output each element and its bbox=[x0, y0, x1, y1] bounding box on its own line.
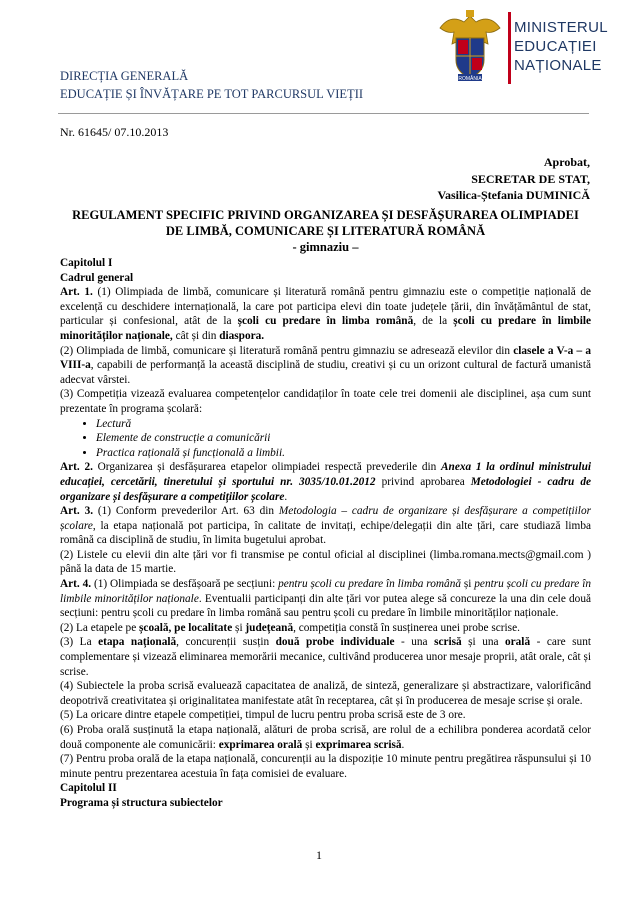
text-run: cât și din bbox=[172, 329, 220, 342]
text-run: Metodologia – cadru de organizare și desfășurare a competițiilor școlare bbox=[60, 505, 591, 532]
text-run: , de la bbox=[413, 315, 454, 328]
text-run: scrisă bbox=[434, 636, 462, 649]
text-run: exprimarea scrisă bbox=[315, 738, 402, 751]
chapter-1-heading: Capitolul I bbox=[60, 257, 113, 269]
text-run: . Eventualii participanți din alte țări vor putea alege să concureze la una din cele două secțiuni: pentru școli cu predare în limba română sau pentru școli cu predare în limbile minorităților naționale. bbox=[60, 592, 591, 620]
chapter-2-title: Programa și structura subiectelor bbox=[60, 796, 223, 809]
art4-paragraph-4: (4) Subiectele la proba scrisă evaluează capacitatea de analiză, de sinteză, generalizare și abstractizare, valorificând deopotrivă creativitatea și originalitatea manifestate atât în receptarea, cât și în producerea de mesaje scrise și orale. bbox=[60, 680, 591, 707]
page-number: 1 bbox=[316, 848, 322, 862]
text-run: clasele a V-a – a VIII-a bbox=[60, 344, 591, 372]
directorate-line-2: EDUCAȚIE ȘI ÎNVĂȚARE PE TOT PARCURSUL VIEȚII bbox=[60, 87, 364, 101]
approval-line-3: Vasilica-Ștefania DUMINICĂ bbox=[437, 188, 590, 202]
text-run: , capabili de performanță la această disciplină de studiu, creativi și cu un orizont cultural de factură umanistă adecvat vârstei. bbox=[60, 359, 591, 386]
text-run: două probe individuale bbox=[275, 636, 395, 649]
header-divider bbox=[58, 113, 589, 114]
art4-paragraph-2 bbox=[60, 621, 591, 636]
art4-label: Art. 4. bbox=[60, 578, 92, 591]
text-run: școli cu predare în limbile minorităților naționale, bbox=[60, 315, 591, 342]
text-run: pentru școli cu predare în limbile minorităților naționale bbox=[60, 578, 591, 605]
text-run: , competiția constă în susținerea unei probe scrise. bbox=[293, 621, 520, 634]
text-run: (2) La etapele pe bbox=[60, 621, 140, 634]
text-run: județeană bbox=[245, 621, 294, 634]
text-run: . bbox=[401, 738, 405, 751]
domain-list bbox=[60, 417, 591, 461]
text-run: și bbox=[461, 578, 475, 591]
art1-label: Art. 1. bbox=[60, 286, 93, 299]
title-line-3: - gimnaziu – bbox=[292, 240, 359, 254]
list-item: • Lectură bbox=[96, 417, 591, 432]
document-title bbox=[60, 207, 591, 255]
list-item: • Practica rațională și funcțională a limbii. bbox=[96, 446, 591, 461]
text-run: Anexa 1 la ordinul ministrului educației, cercetării, tineretului și sportului nr. 3035/10.01.2012 bbox=[60, 461, 591, 488]
text-run: (1) Olimpiada de limbă, comunicare și literatură română pentru gimnaziu este o competiție națională de excelență cu deschidere internațională, la care pot participa elevi din toate județele țării, din învățământul de stat, particular și confesional, atât de la bbox=[60, 286, 591, 328]
title-line-1: REGULAMENT SPECIFIC PRIVIND ORGANIZAREA ȘI DESFĂȘURAREA OLIMPIADEI bbox=[72, 208, 579, 222]
text-run: (6) Proba orală susținută la etapa națională, alături de proba scrisă, are rolul de a echilibra ponderea acordată celor două componente ale comunicării: bbox=[60, 724, 591, 751]
text-run: etapa națională bbox=[98, 636, 177, 649]
ministry-line-1: MINISTERUL bbox=[514, 19, 608, 36]
document-number: Nr. 61645/ 07.10.2013 bbox=[60, 125, 169, 139]
directorate-header bbox=[60, 67, 363, 103]
art1-paragraph-3: (3) Competiția vizează evaluarea competențelor candidaților în toate cele trei domenii ale disciplinei, așa cum sunt prezentate în programa școlară: bbox=[60, 388, 591, 415]
chapter-2-heading: Capitolul II bbox=[60, 782, 117, 795]
art1-paragraph-2 bbox=[60, 344, 591, 388]
text-run: Metodologiei - cadru de organizare și desfășurare a competițiilor școlare bbox=[60, 475, 591, 503]
ministry-line-3: NAȚIONALE bbox=[514, 57, 602, 74]
text-run: - una bbox=[394, 636, 435, 649]
ministry-line-2: EDUCAȚIEI bbox=[514, 38, 597, 55]
text-run: exprimarea orală bbox=[218, 738, 303, 751]
crest-banner-label: ROMÂNIA bbox=[458, 76, 482, 82]
directorate-line-1: DIRECȚIA GENERALĂ bbox=[60, 69, 189, 83]
text-run: orală bbox=[505, 636, 531, 649]
header-accent-bar bbox=[508, 12, 511, 84]
art4-paragraph-7: (7) Pentru proba orală de la etapa națională, concurenții au la dispoziție 10 minute pentru pregătirea răspunsului și 10 minute pentru prezentarea acestuia în fața comisiei de evaluare. bbox=[60, 753, 591, 780]
title-line-2: DE LIMBĂ, COMUNICARE ȘI LITERATURĂ ROMÂNĂ bbox=[165, 224, 486, 238]
text-run: (1) Olimpiada se desfășoară pe secțiuni: bbox=[91, 578, 279, 591]
text-run: diaspora. bbox=[219, 329, 265, 342]
art4-paragraph-6 bbox=[60, 723, 591, 752]
approval-line-2: SECRETAR DE STAT, bbox=[471, 171, 590, 186]
art3-paragraph-1 bbox=[60, 504, 591, 548]
art3-paragraph-2: (2) Listele cu elevii din alte țări vor fi transmise pe contul oficial al disciplinei (limba.romana.mects@gmail.com ) până la data de 15 martie. bbox=[60, 548, 591, 576]
chapter-1-title: Cadrul general bbox=[60, 271, 134, 284]
regulation-body bbox=[60, 256, 591, 811]
text-run: școală, pe localitate bbox=[139, 621, 233, 634]
art2-label: Art. 2. bbox=[60, 461, 93, 474]
text-run: școli cu predare în limba română bbox=[237, 315, 414, 328]
text-run: pentru școli cu predare în limba română bbox=[278, 578, 461, 591]
text-run: (1) Conform prevederilor Art. 63 din bbox=[93, 505, 279, 518]
art4-paragraph-3 bbox=[60, 635, 591, 679]
text-run: . bbox=[284, 490, 288, 503]
text-run: Organizarea și desfășurarea etapelor olimpiadei respectă prevederile din bbox=[92, 461, 442, 474]
ministry-name bbox=[514, 18, 608, 75]
art2-paragraph bbox=[60, 460, 591, 504]
art4-paragraph-1 bbox=[60, 577, 591, 621]
approval-block bbox=[437, 154, 590, 204]
list-item: • Elemente de construcție a comunicării bbox=[96, 431, 591, 446]
text-run: și bbox=[232, 621, 246, 634]
art1-paragraph-1 bbox=[60, 285, 591, 343]
text-run: - care sunt complementare și vizează eliminarea memorării mecanice, cultivând producerea unor mesaje proprii, atât orale, cât și scrise. bbox=[60, 636, 592, 678]
text-run: , concurenții susțin bbox=[176, 636, 276, 649]
approval-line-1: Aprobat, bbox=[543, 155, 590, 169]
art3-label: Art. 3. bbox=[60, 505, 94, 518]
text-run: , la etapa națională pot participa, în calitate de invitați, echipe/delegații din alte țări, care studiază limba română ca disciplină de studiu, în limita bugetului aprobat. bbox=[60, 519, 591, 547]
art4-paragraph-5: (5) La oricare dintre etapele competiției, timpul de lucru pentru proba scrisă este de 3 ore. bbox=[60, 709, 466, 722]
text-run: și una bbox=[461, 636, 505, 649]
text-run: privind aprobarea bbox=[375, 475, 471, 488]
text-run: (3) La bbox=[60, 636, 99, 649]
text-run: (2) Olimpiada de limbă, comunicare și literatură română pentru gimnaziu se adresează elevilor din bbox=[60, 344, 514, 357]
text-run: și bbox=[302, 738, 316, 751]
ministry-crest-icon bbox=[436, 8, 504, 84]
